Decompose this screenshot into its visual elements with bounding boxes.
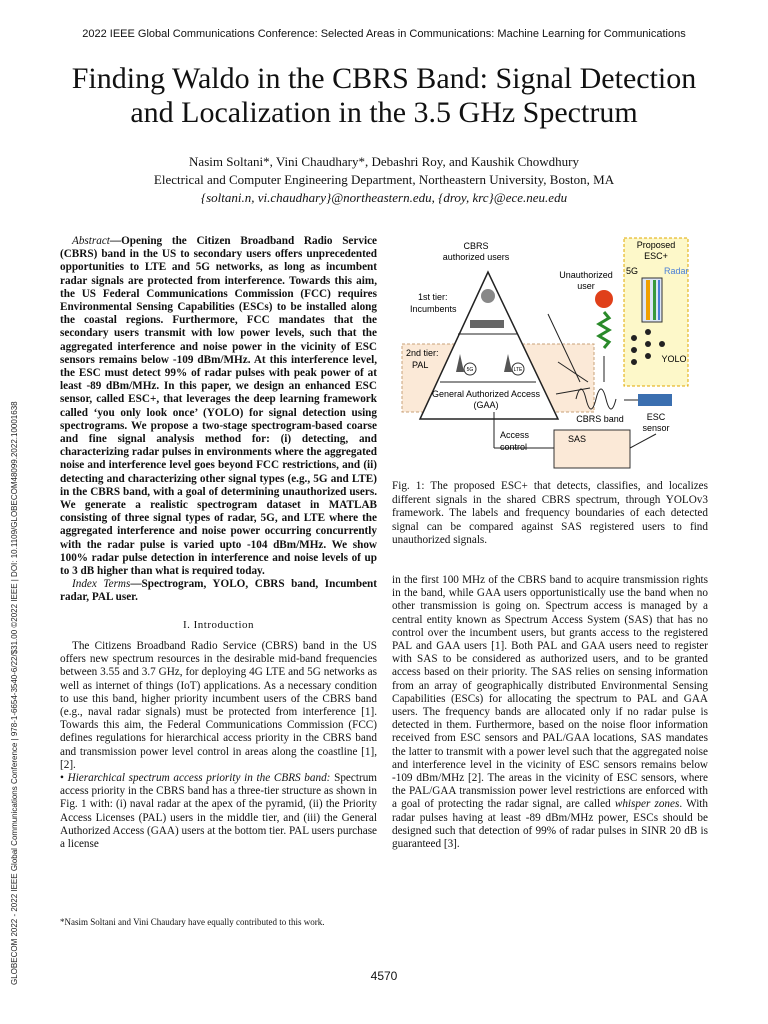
figure-1 <box>398 234 710 469</box>
figure-caption: Fig. 1: The proposed ESC+ that detects, classifies, and localizes different signals in the shared CBRS spectrum, through YOLOv3 framework. The labels and frequency boundaries of each detected signal can be compared against SAS registered users to find unauthorized signals. <box>392 480 708 546</box>
fig-sas-label: SAS <box>568 434 587 444</box>
radar-dish-icon <box>481 289 495 303</box>
title-line-2: and Localization in the 3.5 GHz Spectrum <box>130 96 638 129</box>
bullet-body: Spectrum access priority in the CBRS band has a three-tier structure as shown in Fig. 1 with: (i) naval radar at the apex of the pyramid, (ii) the Priority Access Licenses (PAL) users in the middle tier, and (iii) the General Authorized Access (GAA) users at the bottom tier. PAL users purchase a license <box>60 771 378 850</box>
bullet-mark: • <box>60 771 68 784</box>
fig-gaa-label: General Authorized Access <box>431 389 541 399</box>
badge-lte-text: LTE <box>513 367 523 373</box>
fig-cbrs-label: CBRS <box>463 241 489 251</box>
ship-icon <box>470 320 504 328</box>
index-terms <box>60 578 377 604</box>
badge-5g-text: 5G <box>466 367 474 373</box>
right-text-em: whisper zones <box>614 798 680 811</box>
intro-paragraph: The Citizens Broadband Radio Service (CBRS) band in the US offers new spectrum resources in the desirable mid-band frequencies between 3.55 and 3.7 GHz, for deploying 4G LTE and 5G networks as well as internet of things (IoT) applications. As a necessary condition to use this band, higher priority incumbent users of the CBRS band (e.g., naval radar signals) must be protected from interference [1]. Towards this aim, the Federal Communications Commission (FCC) defines regulations for hierarchical access priority in the CBRS band and transmission power level control in areas along the coastline [1], [2]. <box>60 639 377 771</box>
fig-proposed-label: Proposed <box>636 240 676 250</box>
authors: Nasim Soltani*, Vini Chaudhary*, Debashri Roy, and Kaushik Chowdhury <box>189 154 579 169</box>
right-text-2: . With radar pulses having at least -89 dBm/MHz power, ESCs should be designed such that detection of 99% of radar pulses in SINR 20 dB is guaranteed [3]. <box>392 798 709 851</box>
unauth-signal-icon <box>599 312 609 348</box>
abstract-body: —Opening the Citizen Broadband Radio Service (CBRS) band in the US to secondary users offers unprecedented opportunities to LTE and 5G networks, as long as incumbent radar signals are protected from interference. Towards this aim, the US Federal Communications Commission (FCC) requires Environmental Sensing Capabilities (ESCs) to be installed along the coastal regions. Furthermore, FCC mandates that the secondary users transmit with low power levels, such that the aggregated interference and noise power in the vicinity of ESC sensors remains below -109 dBm/MHz. At this interference level, the ESC must detect 99% of radar pulses with peak power of at least -89 dBm/MHz. In this paper, we design an enhanced ESC sensor, called ESC+, that leverages the deep learning framework called ‘you only look once’ (YOLO) for signal detection using spectrograms. We propose a two-stage spectrogram-based coarse and fine signal analysis method for: (i) detecting, and characterizing radar pulses in environments where the aggregated noise and interference level goes beyond FCC restrictions, and (ii) detecting and characterizing other signal types (e.g., 5G and LTE) in the CBRS band, with a goal of determining unauthorized users. We generate a realistic spectrogram dataset in MATLAB consisting of three signal types of radar, 5G, and LTE where the aggregated interference and noise power occurring concurrently with the radar pulse is varied upto -104 dBm/MHz. We show 100% radar pulse detection in interference and noise levels of up to 3 dB higher than what is required today. <box>60 235 377 578</box>
conference-header: 2022 IEEE Global Communications Conference: Selected Areas in Communications: Machine Learning for Communications <box>82 28 686 40</box>
right-column <box>392 574 708 851</box>
fig-sensor-label: sensor <box>642 423 670 433</box>
fig-yolo-label: YOLO <box>661 354 687 364</box>
fig-incumbents-label: Incumbents <box>410 304 457 314</box>
bullet-title: Hierarchical spectrum access priority in the CBRS band: <box>67 771 331 784</box>
esc-sensor-icon <box>638 394 672 406</box>
index-terms-lead: Index Terms <box>72 578 131 591</box>
fig-unauth-label: Unauthorized <box>559 270 613 280</box>
devil-icon <box>595 290 613 308</box>
affiliation: Electrical and Computer Engineering Department, Northeastern University, Boston, MA <box>153 172 615 187</box>
fig-escplus-label: ESC+ <box>644 251 668 261</box>
fig-gaa2-label: (GAA) <box>473 400 499 410</box>
fig-unauth2-label: user <box>577 281 595 291</box>
bullet-paragraph <box>60 772 377 851</box>
sas-box <box>554 430 630 468</box>
fig-control-label: control <box>500 442 528 452</box>
page-number: 4570 <box>370 969 398 983</box>
fig-authorized-label: authorized users <box>442 252 510 262</box>
abstract <box>60 235 377 578</box>
arrow-sensor-sas <box>630 434 656 448</box>
paper-title <box>30 62 738 130</box>
fig-access-label: Access <box>500 430 530 440</box>
fig-esc-label: ESC <box>646 412 666 422</box>
abstract-lead: Abstract <box>72 235 110 247</box>
emails: {soltani.n, vi.chaudhary}@northeastern.edu, {droy, krc}@ece.neu.edu <box>200 190 568 205</box>
fig-tier2-label: 2nd tier: <box>406 348 439 358</box>
title-line-1: Finding Waldo in the CBRS Band: Signal Detection <box>71 62 697 95</box>
fig-pal-label: PAL <box>412 360 429 370</box>
fig-cbrs-band-label: CBRS band <box>576 414 624 424</box>
spectrogram-lte-bar <box>646 280 650 320</box>
fig-radar-label: Radar <box>664 266 689 276</box>
fig-5g-label: 5G <box>626 266 639 276</box>
index-terms-body: —Spectrogram, YOLO, CBRS band, Incumbent radar, PAL user. <box>60 578 377 604</box>
spectrogram-5g-bar <box>653 280 656 320</box>
doi-sidebar: GLOBECOM 2022 - 2022 IEEE Global Communications Conference | 978-1-6654-3540-6/22/$31.00 ©2022 IEEE | DOI: 10.1109/GLOBECOM48099.2022.10001638 <box>10 401 19 985</box>
right-paragraph <box>392 574 708 851</box>
fig-tier1-label: 1st tier: <box>418 292 448 302</box>
section-heading-introduction: I. Introduction <box>182 618 255 631</box>
spectrogram-radar-bar <box>658 280 660 320</box>
right-text-1: in the first 100 MHz of the CBRS band to acquire transmission rights in the band, while GAA users opportunistically use the band when no other transmission is going on. Spectrum access is managed by a central entity known as Spectrum Access System (SAS) that has no control over the incumbent users, but grants access to the registered PAL and GAA users [1]. Both PAL and GAA users need to register with SAS to be considered as authorized users, and to be granted access based on their priority. The SAS relies on sensing information from an array of geographically distributed Environmental Sensing Capabilities (ESCs) for allocating the spectrum to PAL and GAA users. The frequency bands are allocated only if no radar pulse is detected in them. Furthermore, based on the noise floor information received from ESC sensors and PAL/GAA locations, SAS mandates the latter to transmit with a power level such that the aggregated noise and interference level in the vicinity of ESC sensors remains below -109 dBm/MHz [2]. The areas in the vicinity of ESC sensors, where the PAL/GAA transmission power level restrictions are enforced with a goal of protecting the radar signal, are called <box>392 574 708 811</box>
left-column <box>60 235 377 851</box>
footnote: *Nasim Soltani and Vini Chaudary have equally contributed to this work. <box>60 917 325 927</box>
